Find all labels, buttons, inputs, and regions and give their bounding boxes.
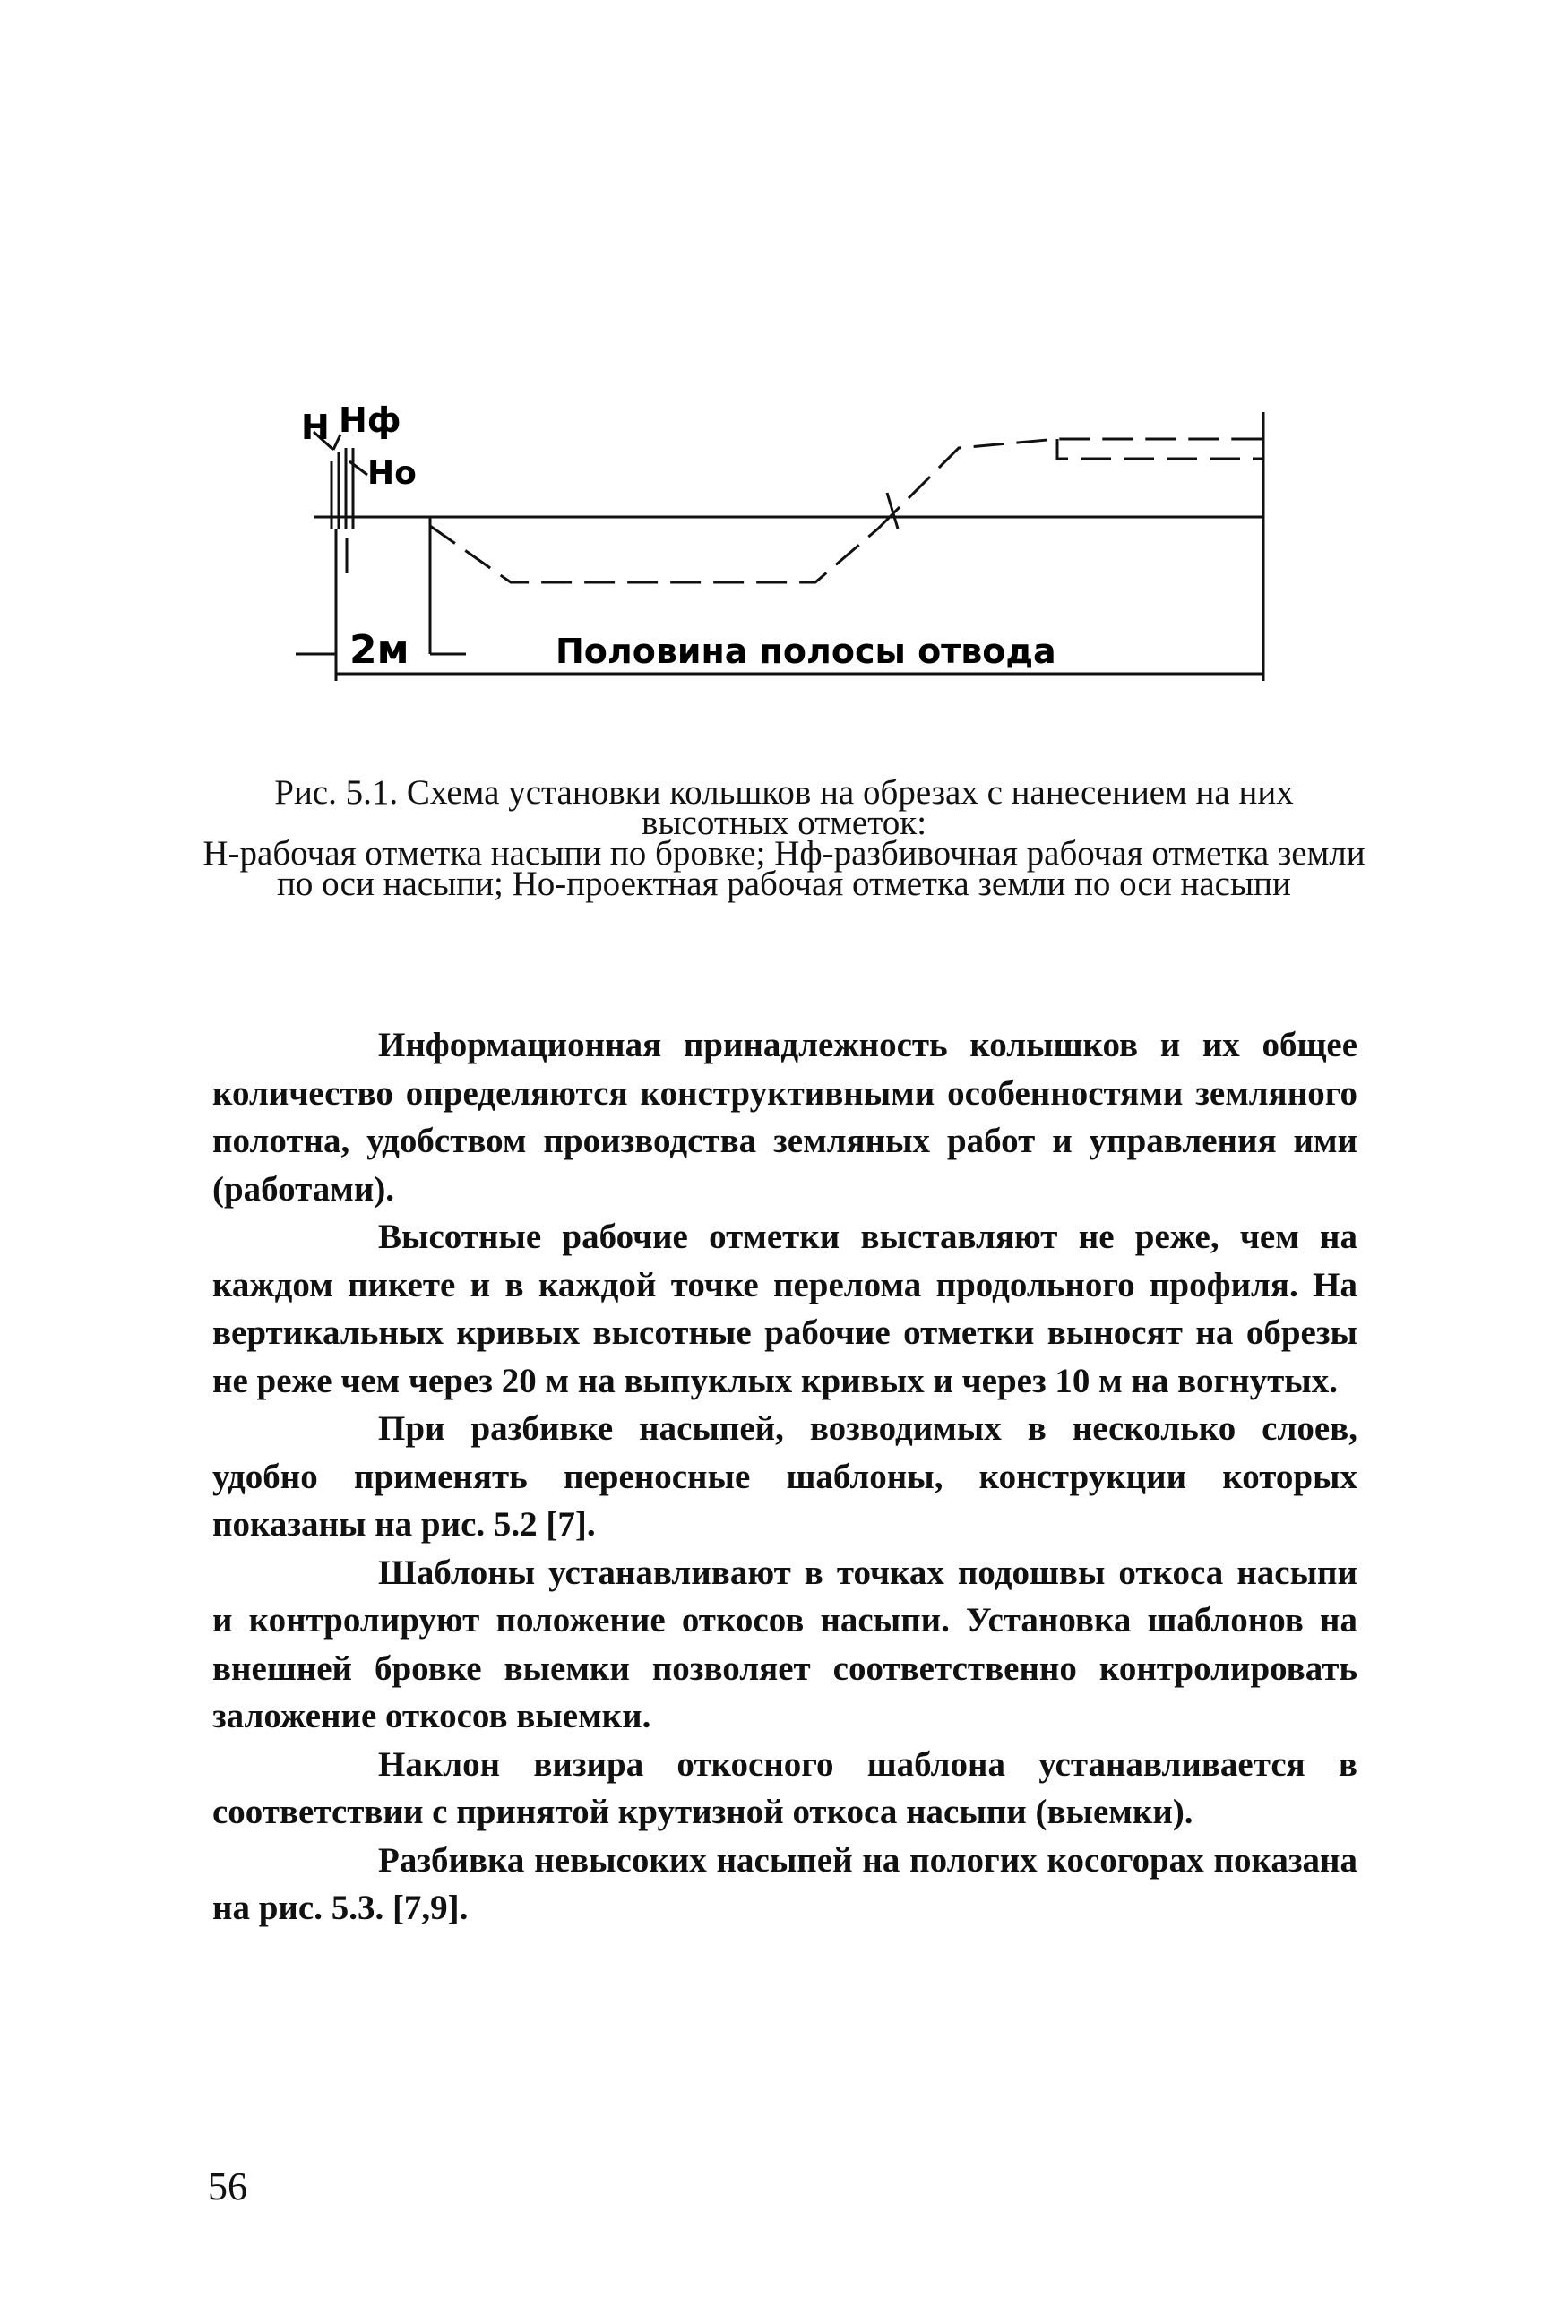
figure-caption [202,773,1366,903]
figure-5-1 [296,394,1281,699]
paragraph: При разбивке насыпей, возводимых в несколько слоев, удобно применять переносные шаблоны, конструкции которых показаны на рис. 5.2 [7]. [212,1409,1357,1544]
body-text [212,1021,1357,1932]
paragraph: Наклон визира откосного шаблона устанавливается в соответствии с принятой крутизной откоса насыпи (выемки). [212,1744,1357,1831]
ditch-profile [430,526,878,582]
page-number: 56 [208,2165,247,2208]
paragraph: Разбивка невысоких насыпей на пологих косогорах показана на рис. 5.3. [7,9]. [212,1840,1357,1927]
label-ho: Но [367,455,417,492]
paragraph: Высотные рабочие отметки выставляют не реже, чем на каждом пикете и в каждой точке перелома продольного профиля. На вертикальных кривых высотные рабочие отметки выносят на обрезы не реже чем через 20 м на выпуклых кривых и через 10 м на вогнутых. [212,1218,1357,1400]
caption-title: Рис. 5.1. Схема установки кольшков на обрезах с нанесением на них высотных отметок: [274,773,1294,842]
embankment-profile [878,439,1263,529]
label-half-strip: Половина полосы отвода [556,632,1056,671]
label-hf: Нф [339,400,401,440]
stake-layout-diagram [296,394,1281,699]
embankment-top [1057,439,1263,459]
caption-legend: Н-рабочая отметка насыпи по бровке; Нф-разбивочная рабочая отметка земли по оси насыпи; Но-проектная рабочая отметка земли по оси насыпи [202,834,1366,903]
paragraph: Информационная принадлежность колышков и их общее количество определяются конструктивными особенностями земляного полотна, удобством производства земляных работ и управления ими (работами). [212,1026,1357,1209]
paragraph: Шаблоны устанавливают в точках подошвы откоса насыпи и контролируют положение откосов насыпи. Установка шаблонов на внешней бровке выемки позволяет соответственно контролировать заложение откосов выемки. [212,1553,1357,1735]
label-offset: 2м [349,627,409,673]
label-h: Н [301,408,330,447]
